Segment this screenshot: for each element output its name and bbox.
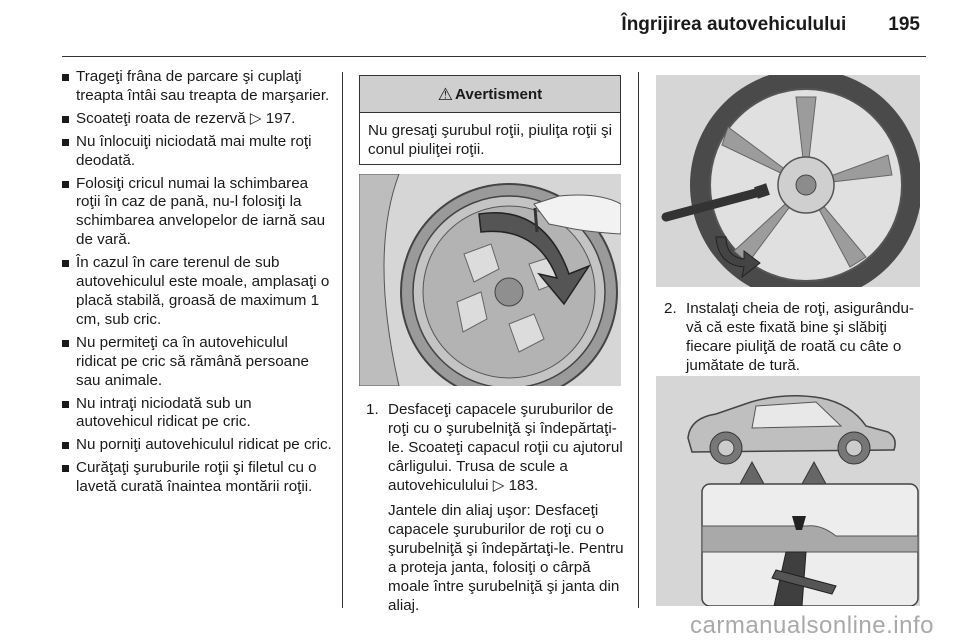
list-item: Curăţaţi şuruburile roţii şi filetul cu o lavetă curată înaintea montării roţii. [62,459,332,497]
warning-title: Avertisment [455,85,543,103]
precaution-list [62,68,332,497]
page-number: 195 [888,14,920,35]
jack-points-drawing [656,376,920,606]
list-item: Nu porniţi autovehiculul ridicat pe cric. [62,436,332,455]
page-header [0,14,920,36]
header-rule [62,56,926,57]
bullet-square-icon [62,340,69,347]
warning-text: Nu gresaţi şurubul roţii, piuliţa roţii şi conul piuliţei roţii. [368,122,612,158]
list-item: Trageţi frâna de parcare şi cuplaţi treapta întâi sau treapta de marşarier. [62,68,332,106]
column-divider-right [638,72,639,608]
warning-header [360,76,620,113]
bullet-square-icon [62,116,69,123]
hubcap-removal-drawing [359,174,621,386]
bullet-square-icon [62,74,69,81]
hubcap-removal-illustration [359,174,621,386]
page-title: Îngrijirea autovehiculului [621,14,847,35]
list-item: Nu înlocuiţi niciodată mai multe roţi deodată. [62,133,332,171]
bullet-square-icon [62,181,69,188]
bullet-square-icon [62,139,69,146]
jack-points-illustration [656,376,920,606]
list-item: Scoateţi roata de rezervă ▷ 197. [62,110,332,129]
bullet-square-icon [62,465,69,472]
step-1-text: Desfaceţi capacele şuruburilor de roţi cu o şurubelniţă şi îndepărtaţi-le. Scoateţi capacul roţii cu ajutorul cârligului. Trusa de scule a autovehiculului ▷ 183. [388,401,623,494]
column-divider-left [342,72,343,608]
watermark: carmanualsonline.info [690,612,934,639]
step-2 [664,299,926,381]
step-number: 1. [366,401,379,418]
bullet-square-icon [62,260,69,267]
warning-box [359,75,621,165]
bullet-square-icon [62,442,69,449]
list-item: În cazul în care terenul de sub autovehiculul este moale, amplasaţi o placă stabilă, groasă de maximum 1 cm, sub cric. [62,254,332,330]
step-1-alloy-text: Jantele din aliaj uşor: Desfaceţi capacele şuruburilor de roţi cu o şurubelniţă şi îndepărtaţi-le. Pentru a proteja janta, folosiţi o cârpă moale între şurubelniţă şi janta din aliaj. [388,502,624,614]
step-number: 2. [664,300,677,317]
list-item: Nu intraţi niciodată sub un autovehicul ridicat pe cric. [62,395,332,433]
step-1 [366,400,628,621]
list-item: Folosiţi cricul numai la schimbarea roţii în caz de pană, nu-l folosiţi la schimbarea anvelopelor de iarnă sau de vară. [62,175,332,251]
wheel-wrench-illustration [656,75,920,287]
list-item: Nu permiteţi ca în autovehiculul ridicat pe cric să rămână persoane sau animale. [62,334,332,391]
warning-triangle-icon: ⚠ [437,84,454,104]
step-2-text: Instalaţi cheia de roţi, asigurându-vă că este fixată bine şi slăbiţi fiecare piuliţă de roată cu câte o jumătate de tură. [686,300,914,374]
left-column [62,68,332,501]
wheel-wrench-drawing [656,75,920,287]
bullet-square-icon [62,401,69,408]
